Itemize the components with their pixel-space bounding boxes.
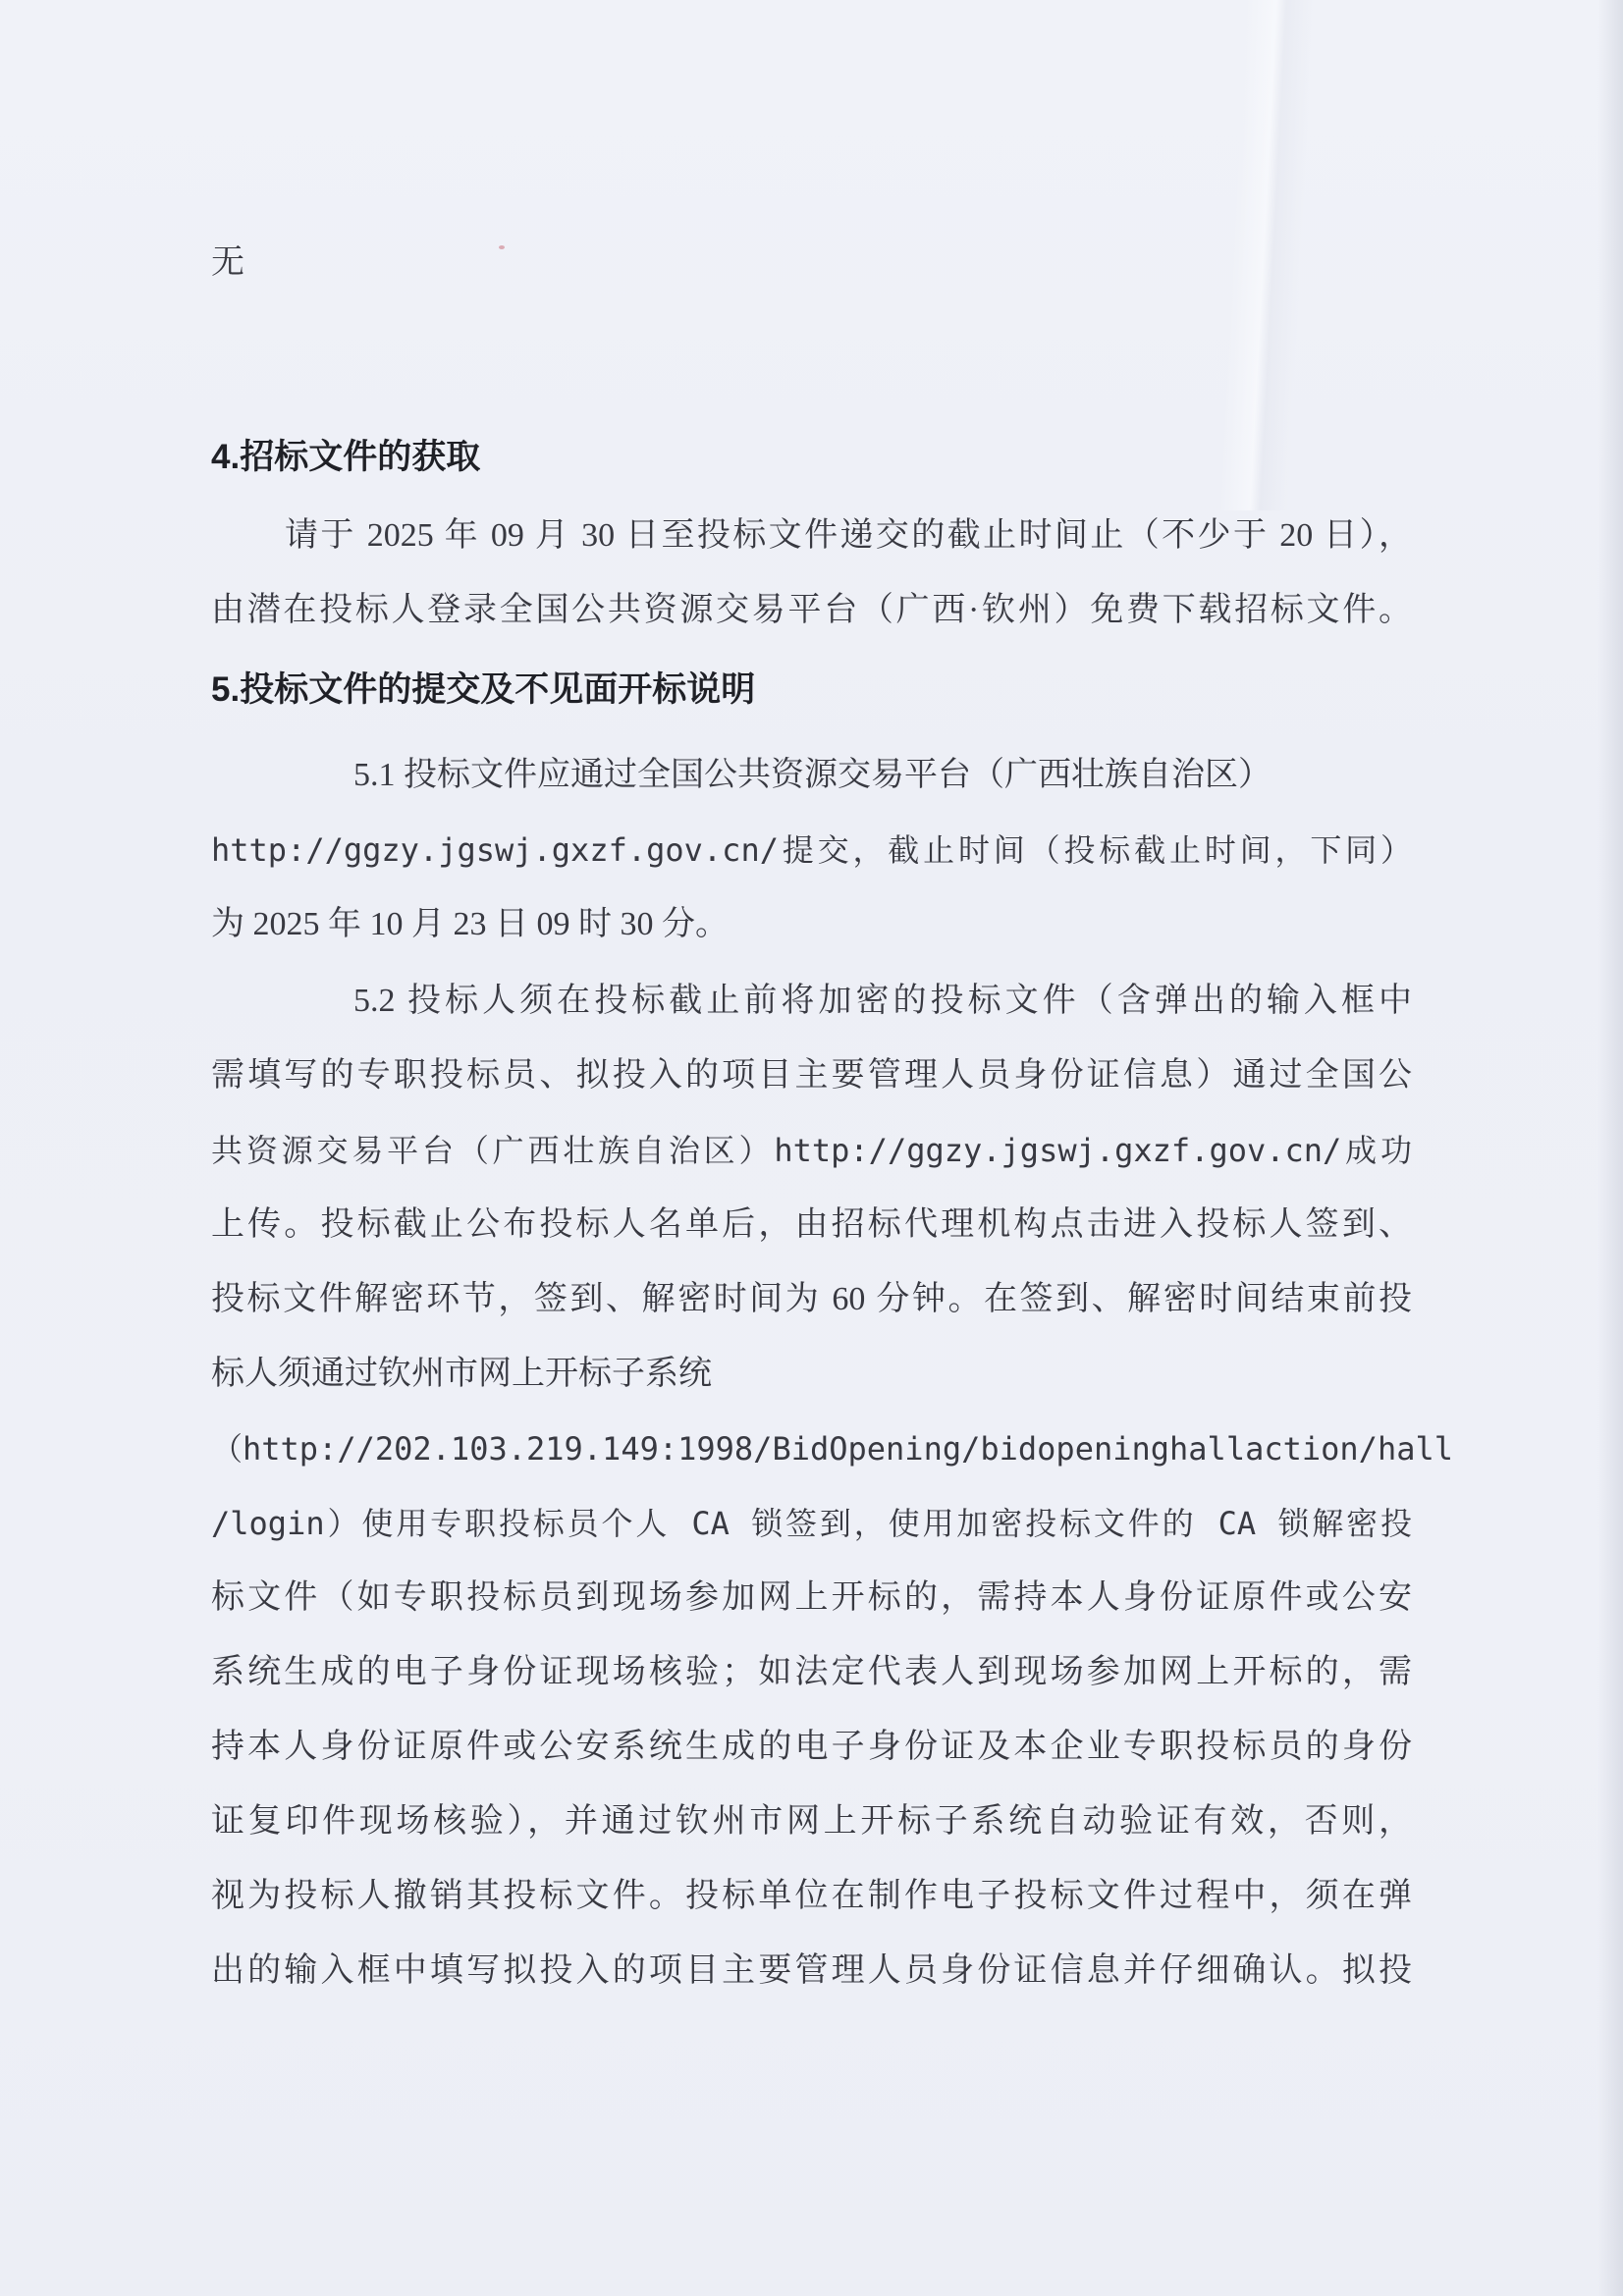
section-5-2-paragraph	[211, 964, 1453, 2008]
text-line: 标人须通过钦州市网上开标子系统	[211, 1356, 712, 1392]
section-4-paragraph	[211, 499, 1412, 648]
text-line: 投标文件解密环节，签到、解密时间为 60 分钟。在签到、解密时间结束前投	[211, 1281, 1412, 1317]
text-line: 系统生成的电子身份证现场核验；如法定代表人到现场参加网上开标的，需	[211, 1654, 1412, 1690]
text-line: 为 2025 年 10 月 23 日 09 时 30 分。	[211, 906, 729, 942]
text-line: 持本人身份证原件或公安系统生成的电子身份证及本企业专职投标员的身份	[211, 1729, 1412, 1765]
text-line: 上传。投标截止公布投标人名单后，由招标代理机构点击进入投标人签到、	[211, 1206, 1412, 1243]
text-line: 出的输入框中填写拟投入的项目主要管理人员身份证信息并仔细确认。拟投	[211, 1952, 1412, 1989]
text-line-url: /login）使用专职投标员个人 CA 锁签到，使用加密投标文件的 CA 锁解密投	[211, 1505, 1412, 1542]
text-line: 证复印件现场核验），并通过钦州市网上开标子系统自动验证有效，否则，	[211, 1803, 1412, 1840]
section-5-1-paragraph	[211, 738, 1412, 962]
section-4-heading: 4.招标文件的获取	[211, 438, 481, 476]
text-line: 由潜在投标人登录全国公共资源交易平台（广西·钦州）免费下载招标文件。	[211, 592, 1412, 628]
text-line: 视为投标人撤销其投标文件。投标单位在制作电子投标文件过程中，须在弹	[211, 1878, 1412, 1914]
section-5-heading: 5.投标文件的提交及不见面开标说明	[211, 670, 756, 709]
text-line: 5.1 投标文件应通过全国公共资源交易平台（广西壮族自治区）	[353, 757, 1271, 793]
preamble-text: 无	[211, 244, 244, 281]
text-line-url: 共资源交易平台（广西壮族自治区）http://ggzy.jgswj.gxzf.gov.cn/成功	[211, 1132, 1412, 1169]
text-line-url: （http://202.103.219.149:1998/BidOpening/bidopeninghallaction/hall	[211, 1430, 1453, 1468]
scan-edge-shadow	[1597, 0, 1623, 2296]
text-line: 需填写的专职投标员、拟投入的项目主要管理人员身份证信息）通过全国公	[211, 1057, 1412, 1094]
text-line: 5.2 投标人须在投标截止前将加密的投标文件（含弹出的输入框中	[353, 983, 1412, 1019]
text-line-url: http://ggzy.jgswj.gxzf.gov.cn/提交，截止时间（投标截止时间，下同）	[211, 831, 1412, 869]
text-line: 请于 2025 年 09 月 30 日至投标文件递交的截止时间止（不少于 20 日），	[285, 517, 1412, 554]
text-line: 标文件（如专职投标员到现场参加网上开标的，需持本人身份证原件或公安	[211, 1579, 1412, 1616]
